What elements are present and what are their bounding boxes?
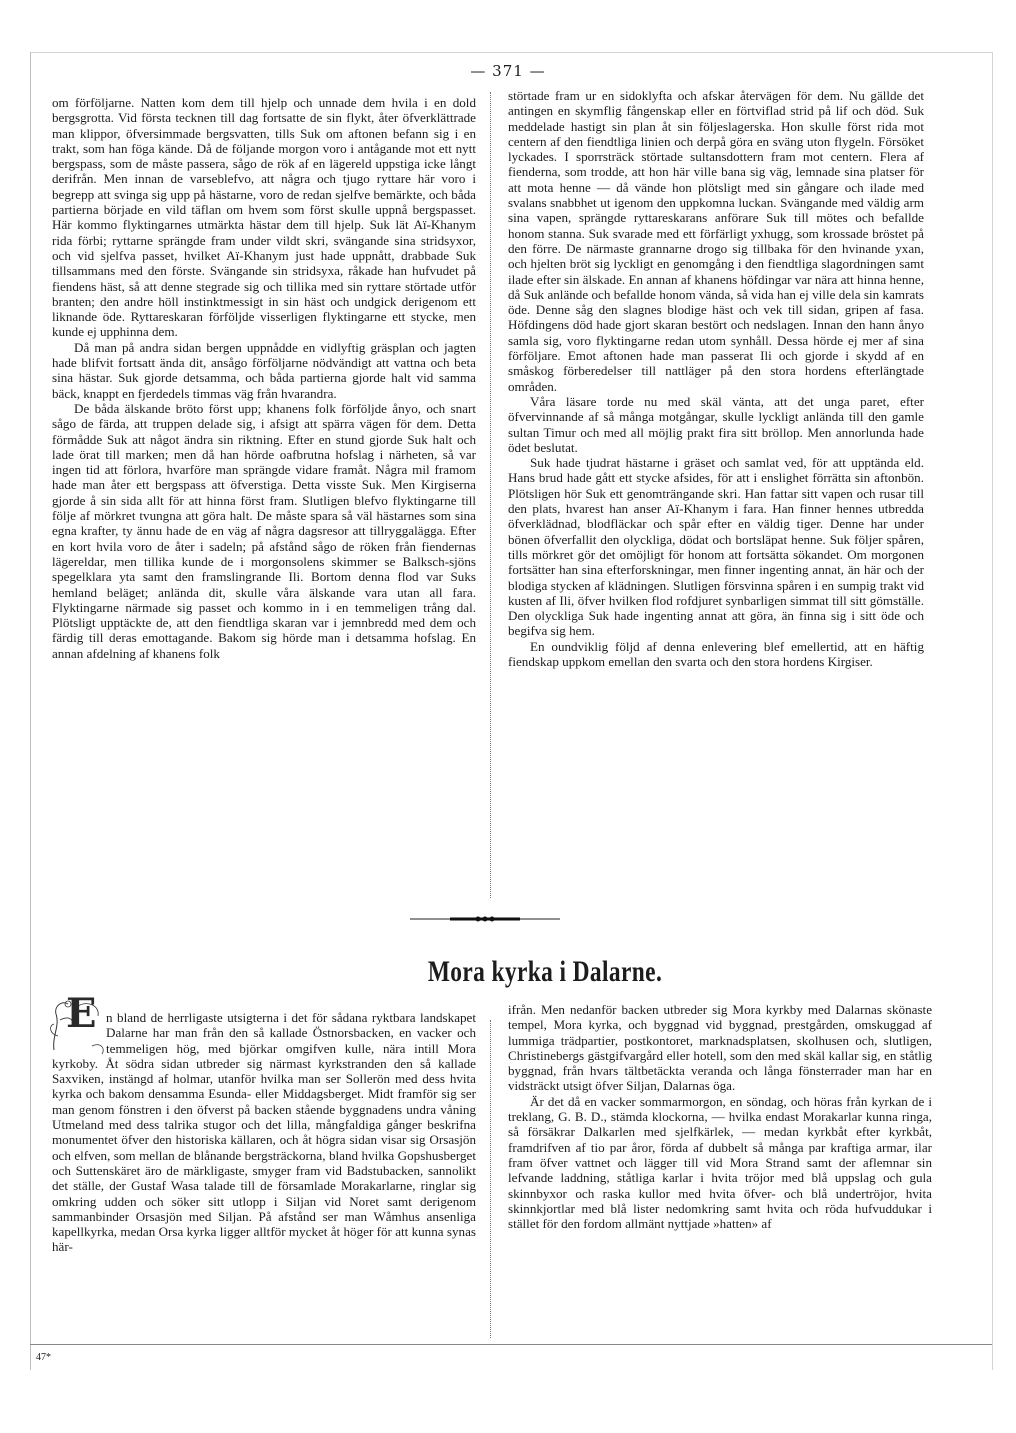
paragraph: störtade fram ur en sidoklyfta och afskar återvägen för dem. Nu gällde det antingen en skymflig fångenskap eller en förtviflad strid på lif och död. Suk meddelade hastigt sin plan åt sin följeslagerska. Hon skulle först rida mot centern af den fiendtliga linien och derpå göra en sväng uton flygeln. Försöket lyckades. I sporrsträck störtade sultansdottern fram mot centern. Flera af fienderna, som trodde, att hon här ville bana sig väg, lemnade sina platser för att mota henne — då vände hon plötsligt med sin gångare och ilade med svalans snabbhet ut igenom den uppkomna luckan. Svängande med väldig arm sina vapen, sprängde ryttareskarans anförare Suk till mötes och befallde honom stanna. Suk svarade med ett förfärligt yxhugg, som krossade bröstet på den förre. De närmaste grannarne drogo sig tillbaka för den hvinande yxan, och hjelten bröt sig lyckligt en genomgång i den fiendtliga slagordningen samt ilade efter sin älskade. En annan af khanens höfdingar var nära att hinna henne, då Suk anlände och befallde honom vända, så vida han ej ville dela sin kamrats öde. Denne såg den slagnes blodige häst och vek till sidan, gripen af fasa. Höfdingens död hade gjort skaran bestört och nedslagen. Innan den hann ånyo samla sig, voro flyktingarne redan utom synhåll. Dessa hörde ej mer af sina förföljare. Emot aftonen hade man passerat Ili och gjorde i skydd af en småskog förberedelser till nattläger på den stora hordens efterlängtade områden.: [508, 88, 924, 394]
article-left-column: [52, 990, 476, 1255]
paragraph: Suk hade tjudrat hästarne i gräset och samlat ved, för att upptända eld. Hans brud hade gått ett stycke afsides, för att i enslighet förrätta sin aftonbön. Plötsligen hör Suk ett genomträngande skri. Han fattar sitt vapen och rusar till den plats, hvarest han anser Aï-Khanym i fara. Han finner hennes utbredda öfverklädnad, blodfläckar och spår efter en väldig tiger. Denne har under bönen öfverfallit den olyckliga, dödat och bortsläpat henne. Suk följer spåren, tills mörkret gör det omöjligt för honom att fortsätta sökandet. Om morgonen fortsätter han sina efterforskningar, men finner ingenting annat, än här och der blodiga stycken af klädningen. Slutligen försvinna spåren i en sumpig trakt vid kusten af Ili, öfver hvilken flod rofdjuret synbarligen simmat till sitt gömställe. Den olyckliga Suk hade ingenting annat att göra, än finna sig i sitt öde och begifva sig hem.: [508, 455, 924, 639]
page-right-border: [992, 52, 993, 1370]
ornamental-drop-cap: [48, 990, 100, 1054]
section-divider-ornament: [410, 914, 560, 924]
footer-rule: [30, 1344, 992, 1345]
paragraph: Våra läsare torde nu med skäl vänta, att det unga paret, efter öfvervinnande af så många motgångar, skulle lyckligt anlända till den gamle sultan Timur och med all möjlig prakt fira sitt bröllop. Men annorlunda hade ödet beslutat.: [508, 393, 924, 455]
paragraph: Då man på andra sidan bergen uppnådde en vidlyftig gräsplan och jagten hade blifvit fortsatt ända dit, ansågo förföljarne nödvändigt att vattna och beta sina hästar. Suk gjorde detsamma, och båda partierna gjorde halt vid samma bäck, knappt en fjerdedels timmas väg från hvarandra.: [52, 339, 476, 401]
drop-cap-letter: E: [66, 990, 97, 1037]
paragraph: Är det då en vacker sommarmorgon, en söndag, och höras från kyrkan de i treklang, G. B. D., stämda klockorna, — hvilka endast Morakarlar kunna ringa, så försäkrar Dalkarlen med sjelfkärlek, — medan kyrkbåt efter kyrkbåt, framdrifven af tio par åror, förda af dubbelt så många par kraftiga armar, ilar fram öfver vattnet och lägger till vid Mora Strand samt der aflemnar sin lefvande laddning, ståtliga karlar i hvita tröjor med blå uppslag och gula skinnbyxor och raska kullor med hvita öfver- och blå undertröjor, hvita skinnkjortlar med blå lister nedomkring samt hvita och röda hufvuddukar i stället för den fordom allmänt nyttjade »hatten» af: [508, 1093, 932, 1232]
paragraph: De båda älskande bröto först upp; khanens folk förföljde ånyo, och snart sågo de färda, att truppen delade sig, i afsigt att spärra vägen för dem. Detta förmådde Suk att något ändra sin riktning. Efter en stund gjorde Suk halt och lade örat till marken; men då han hörde oafbrutna hofslag i närheten, så var ingen tid att förlora, hvarföre man sprängde vidare framåt. Några mil framom hade man åter ett bergspass att öfverstiga. Detta visste Suk. Men Kirgiserna gjorde å sin sida allt för att hinna först fram. Slutligen blefvo flyktingarne till följe af mörkret tvungna att göra halt. De måste spara så väl hästarnes som sina egna krafter, ty ännu hade de en väg af några dagsresor att tillryggalägga. Efter en kort hvila voro de åter i sadeln; på afstånd sågo de röken från fiendernas lägereldar, men tillika kunde de i morgonsolens skimmer se Balksch-sjöns spegelklara yta samt den framslingrande Ili. Bortom denna flod var Suks hemland beläget; anlända dit, skulle våra älskande vara utan all fara. Flyktingarne närmade sig passet och kommo in i en temmeligen trång dal. Plötsligt upptäckte de, att den fiendtliga skaran var i jemnbredd med dem och färdig till deras emottagande. Bakom sig hörde man i detsamma hofslag. En annan afdelning af khanens folk: [52, 400, 476, 661]
printer-signature: 47*: [36, 1352, 51, 1363]
article-right-column: [508, 1002, 932, 1231]
paragraph: om förföljarne. Natten kom dem till hjelp och unnade dem hvila i en dold bergsgrotta. Vid första tecknen till dag fortsatte de sin flykt, åter öfverklättrade man klippor, öfversimmade bergsvatten, tills Suk om aftonen befann sig i en trakt, som han föga kände. Då de följande morgon voro i antågande mot ett nytt bergspass, som de måste passera, sågo de rök af en lägereld uppstiga icke långt derifrån. Men innan de varseblefvo, att några och tjugo ryttare här voro i begrepp att svinga sig upp på hästarne, voro de redan sjelfve bemärkte, och båda partierna började en vild täflan om hvem som först skulle uppnå bergspasset. Här kommo flyktingarnes utmärkta hästar dem till hjelp. Suk lät Aï-Khanym rida förbi; ryttarne sprängde fram under vildt skri, svängande sina stridsyxor, och vid sjelfva passet, hvilket Aï-Khanym just hade uppnått, drabbade Suk tillsammans med den förste. Svängande sin stridsyxa, råkade han hufvudet på fiendens häst, så att denne stegrade sig och tillika med sin ryttare störtade utför branten; den andre höll instinktmessigt in sin häst och undgick derigenom ett liknande öde. Ryttareskaran förföljde visserligen flyktingarne ett stycke, men kunde ej upphinna dem.: [52, 95, 476, 340]
previous-article-left-column: [52, 95, 476, 661]
column-divider: [490, 1020, 491, 1338]
previous-article-right-column: [508, 88, 924, 669]
page-number: — 371 —: [470, 62, 546, 80]
paragraph: En oundviklig följd af denna enlevering blef emellertid, att en häftig fiendskap uppkom emellan den svarta och den stora hordens Kirgiser.: [508, 638, 924, 669]
article-title: Mora kyrka i Dalarne.: [427, 955, 663, 988]
column-divider: [490, 92, 491, 898]
paragraph: ifrån. Men nedanför backen utbreder sig Mora kyrkby med Dalarnas skönaste tempel, Mora kyrka, och byggnad vid byggnad, prestgården, omskuggad af lummiga trädpartier, postkontoret, marknadsplatsen, skolhusen och, slutligen, Christinebergs gästgifvargård eller hotell, som den med skäl kallar sig, en ståtlig byggnad, från hvars tältbetäckta veranda och långa fönsterrader man har en vidsträckt utsigt öfver Siljan, Dalarnas öga.: [508, 1002, 932, 1094]
paragraph: n bland de herrligaste utsigterna i det för sådana ryktbara landskapet Dalarne har man från den så kallade Östnorsbacken, en vacker och temmeligen hög, med björkar omgifven kulle, nära intill Mora kyrkoby. Åt södra sidan utbreder sig närmast kyrkstranden den så kallade Saxviken, instängd af holmar, utanför hvilka man ser Sollerön med dess hvita kyrka och bakom densamma Esunda- eller Middagsberget. Midt framför sig ser man genom fönstren i den öfverst på backen stående byggnadens undra våning Utmeland med dess talrika stugor och det lilla, mångfaldiga gånger beskrifna monumentet öfver den historiska källaren, och åt högra sidan visar sig Orsasjön och elfven, som mellan de blånande bergsträckorna, bland hvilka Gopshusberget och Suttenskäret äro de märkligaste, smyger fram vid Badstubacken, sannolikt det ställe, der Gustaf Wasa talade till de församlade Morakarlarne, ringlar sig omkring udden och söker sitt utlopp i Siljan vid Noret samt derigenom sammanbinder Orsasjön med Siljan. På afstånd ser man Wåmhus ansenliga kapellkyrka, medan Orsa kyrka ligger alltför mycket åt höger för att kunna synas här-: [52, 1010, 476, 1255]
